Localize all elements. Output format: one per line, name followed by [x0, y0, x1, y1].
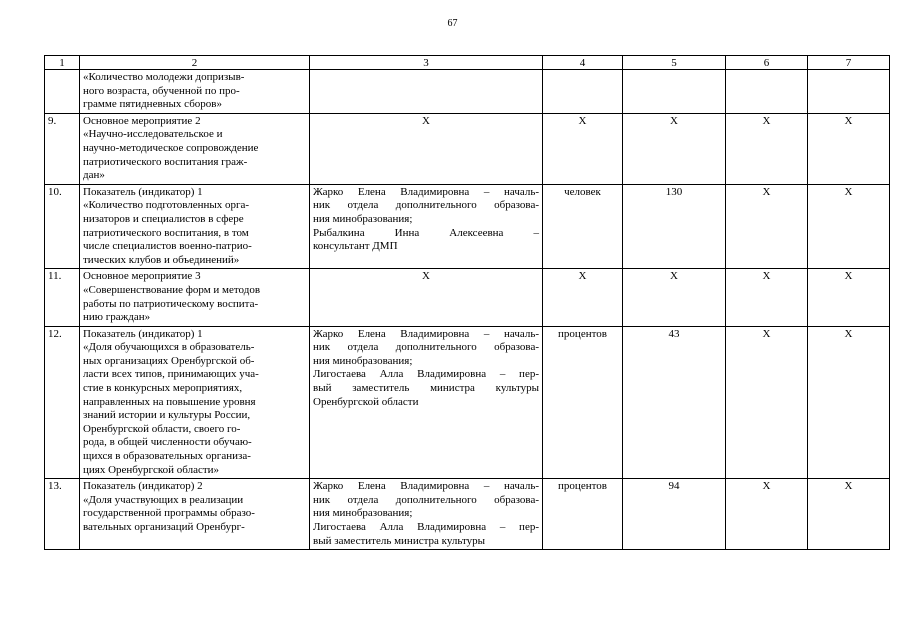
indicator-name-line: Показатель (индикатор) 1: [83, 327, 203, 340]
indicator-name-line: Показатель (индикатор) 2: [83, 480, 203, 493]
responsible-line: ния минобразования;: [313, 212, 413, 225]
value-cell-col5: X: [623, 113, 726, 184]
value-cell-col5: X: [623, 269, 726, 326]
unit-cell: X: [543, 269, 623, 326]
indicator-name-line: рода, в общей численности обучаю-: [83, 436, 252, 449]
value-cell-col7: X: [808, 326, 890, 479]
indicator-name-line: знаний истории и культуры России,: [83, 409, 251, 422]
value-cell-col7: X: [808, 184, 890, 269]
indicator-name-cell: [80, 113, 310, 184]
responsible-cell: [310, 70, 543, 114]
unit-cell: процентов: [543, 479, 623, 550]
responsible-cell: [310, 479, 543, 550]
value-cell-col6: X: [726, 326, 808, 479]
column-header: 5: [623, 56, 726, 70]
indicator-name-line: циях Оренбургской области»: [83, 463, 220, 476]
indicator-name-line: ного возраста, обученной по про-: [83, 84, 240, 97]
indicator-name-line: щихся в образовательных организа-: [83, 450, 251, 463]
column-header: 4: [543, 56, 623, 70]
indicator-name-line: «Доля участвующих в реализации: [83, 493, 244, 506]
value-cell-col5: 130: [623, 184, 726, 269]
indicator-name-line: числе специалистов военно-патрио-: [83, 240, 252, 253]
responsible-line: Рыбалкина Инна Алексеевна –: [313, 226, 539, 239]
unit-cell: процентов: [543, 326, 623, 479]
indicator-name-line: ных организациях Оренбургской об-: [83, 354, 255, 367]
table-body: [45, 70, 890, 550]
indicator-name-line: «Совершенствование форм и методов: [83, 283, 261, 296]
indicator-name-line: направленных на повышение уровня: [83, 395, 256, 408]
column-header: 3: [310, 56, 543, 70]
indicator-name-line: вательных организаций Оренбург-: [83, 521, 245, 533]
indicator-name-line: патриотического воспитания граж-: [83, 155, 248, 168]
responsible-line: ник отдела дополнительного образова-: [313, 199, 539, 212]
value-cell-col6: X: [726, 269, 808, 326]
unit-cell: [543, 70, 623, 114]
indicator-name-line: Основное мероприятие 2: [83, 114, 201, 127]
responsible-line: вый заместитель министра культуры: [313, 534, 486, 547]
value-cell-col7: X: [808, 479, 890, 550]
responsible-cell: [310, 269, 543, 326]
indicator-name-line: Основное мероприятие 3: [83, 270, 201, 283]
indicator-name-line: грамме пятидневных сборов»: [83, 98, 222, 111]
responsible-line: вый заместитель министра культуры: [313, 382, 539, 395]
indicator-name-line: «Доля обучающихся в образователь-: [83, 341, 255, 354]
row-number-cell: [45, 70, 80, 114]
responsible-line: X: [422, 270, 430, 283]
responsible-line: X: [422, 114, 430, 127]
indicator-name-cell: [80, 326, 310, 479]
column-header: 2: [80, 56, 310, 70]
value-cell-col5: 94: [623, 479, 726, 550]
value-cell-col6: [726, 70, 808, 114]
indicator-name-cell: [80, 70, 310, 114]
table-row: [45, 184, 890, 269]
responsible-cell: [310, 184, 543, 269]
responsible-line: Жарко Елена Владимировна – началь-: [313, 480, 539, 493]
indicator-name-line: государственной программы образо-: [83, 507, 255, 520]
indicator-name-line: патриотического воспитания, в том: [83, 226, 249, 239]
column-number-row: [45, 56, 890, 70]
responsible-line: Лигостаева Алла Владимировна – пер-: [313, 368, 539, 381]
indicators-table: [44, 55, 890, 550]
responsible-cell: [310, 326, 543, 479]
value-cell-col7: X: [808, 113, 890, 184]
row-number-cell: 9.: [45, 113, 80, 184]
responsible-line: Жарко Елена Владимировна – началь-: [313, 185, 539, 198]
responsible-cell: [310, 113, 543, 184]
table-row: [45, 269, 890, 326]
value-cell-col6: X: [726, 479, 808, 550]
indicator-name-line: работы по патриотическому воспита-: [83, 297, 259, 310]
indicator-name-line: ласти всех типов, принимающих уча-: [83, 368, 259, 381]
column-header: 1: [45, 56, 80, 70]
indicator-name-line: «Научно-исследовательское и: [83, 128, 223, 141]
page-number: 67: [447, 18, 458, 29]
table-row: [45, 479, 890, 550]
responsible-line: Оренбургской области: [313, 395, 419, 408]
indicator-name-line: стие в конкурсных мероприятиях,: [83, 382, 243, 395]
table-row: [45, 113, 890, 184]
responsible-line: Лигостаева Алла Владимировна – пер-: [313, 521, 539, 533]
unit-cell: X: [543, 113, 623, 184]
value-cell-col6: X: [726, 113, 808, 184]
indicator-name-line: Показатель (индикатор) 1: [83, 185, 203, 198]
responsible-line: ния минобразования;: [313, 354, 413, 367]
value-cell-col5: [623, 70, 726, 114]
table-row: [45, 326, 890, 479]
responsible-line: ник отдела дополнительного образова-: [313, 493, 539, 506]
column-header: 7: [808, 56, 890, 70]
indicator-name-line: научно-методическое сопровождение: [83, 141, 259, 154]
table-row: [45, 70, 890, 114]
indicator-name-line: нию граждан»: [83, 311, 151, 324]
indicator-name-line: дан»: [83, 169, 105, 182]
value-cell-col6: X: [726, 184, 808, 269]
value-cell-col7: [808, 70, 890, 114]
indicator-name-line: низаторов и специалистов в сфере: [83, 212, 244, 225]
responsible-line: консультант ДМП: [313, 240, 398, 253]
row-number-cell: 11.: [45, 269, 80, 326]
responsible-line: Жарко Елена Владимировна – началь-: [313, 327, 539, 340]
indicator-name-cell: [80, 269, 310, 326]
indicator-name-line: «Количество молодежи допризыв-: [83, 71, 245, 83]
row-number-cell: 12.: [45, 326, 80, 479]
value-cell-col5: 43: [623, 326, 726, 479]
indicator-name-cell: [80, 479, 310, 550]
row-number-cell: 10.: [45, 184, 80, 269]
indicator-name-line: Оренбургской области, своего го-: [83, 422, 241, 435]
indicator-name-line: тических клубов и объединений»: [83, 253, 240, 266]
responsible-line: ния минобразования;: [313, 507, 413, 520]
indicator-name-cell: [80, 184, 310, 269]
indicator-name-line: «Количество подготовленных орга-: [83, 199, 250, 212]
row-number-cell: 13.: [45, 479, 80, 550]
unit-cell: человек: [543, 184, 623, 269]
column-header: 6: [726, 56, 808, 70]
responsible-line: ник отдела дополнительного образова-: [313, 341, 539, 354]
value-cell-col7: X: [808, 269, 890, 326]
